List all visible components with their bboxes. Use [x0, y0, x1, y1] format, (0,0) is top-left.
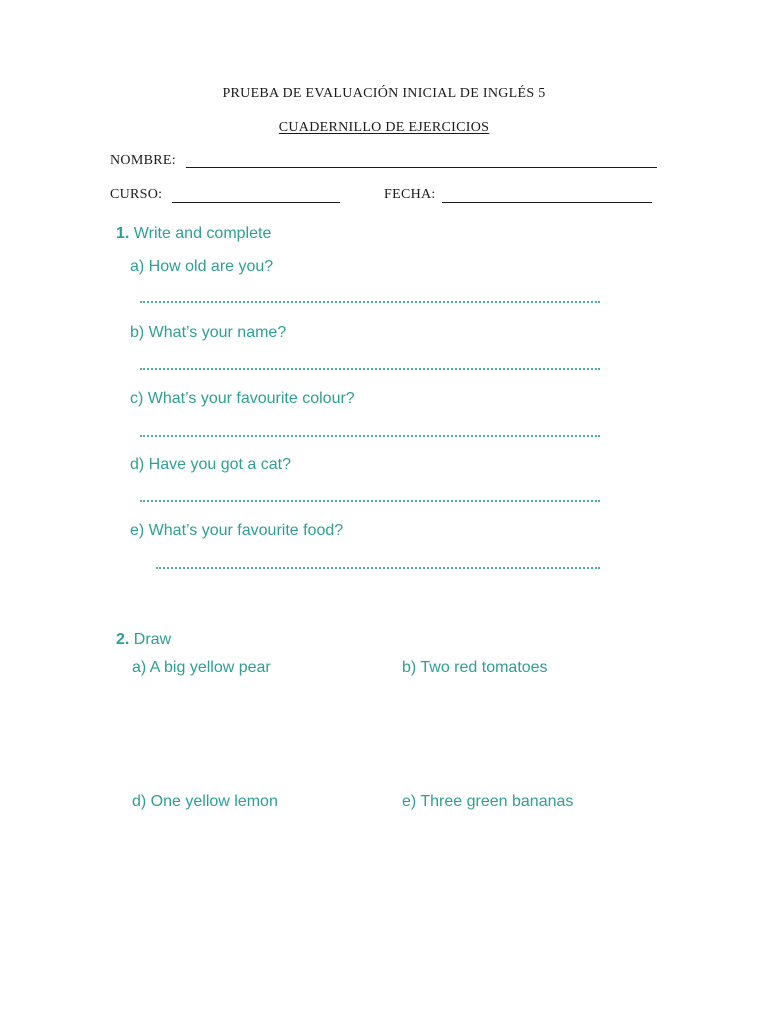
- exercise1-title: Write and complete: [133, 225, 272, 242]
- course-input-line[interactable]: [172, 202, 340, 203]
- question-b: b) What’s your name?: [130, 324, 287, 341]
- page-title: [0, 86, 768, 102]
- exercise2-number: 2.: [116, 631, 130, 648]
- page-title-text: PRUEBA DE EVALUACIÓN INICIAL DE INGLÉS 5: [222, 86, 546, 101]
- page-subtitle: [0, 120, 768, 136]
- draw-item-e: e) Three green bananas: [402, 793, 574, 810]
- exercise1-heading: [116, 225, 271, 243]
- exercise2-heading: [116, 631, 171, 649]
- draw-item-d: d) One yellow lemon: [132, 793, 278, 810]
- answer-line-b[interactable]: [140, 368, 600, 370]
- question-d: d) Have you got a cat?: [130, 456, 291, 473]
- exercise2-title: Draw: [133, 631, 172, 648]
- answer-line-c[interactable]: [140, 435, 600, 437]
- answer-line-d[interactable]: [140, 500, 600, 502]
- draw-item-b: b) Two red tomatoes: [402, 659, 548, 676]
- course-field: [110, 187, 162, 203]
- draw-item-a: a) A big yellow pear: [132, 659, 271, 676]
- name-input-line[interactable]: [186, 167, 657, 168]
- page-subtitle-text: CUADERNILLO DE EJERCICIOS: [278, 120, 490, 135]
- name-field: [110, 153, 176, 169]
- date-label: FECHA:: [384, 187, 436, 202]
- answer-line-a[interactable]: [140, 301, 600, 303]
- date-field: [384, 187, 436, 203]
- answer-line-e[interactable]: [156, 567, 600, 569]
- course-label: CURSO:: [110, 187, 163, 202]
- date-input-line[interactable]: [442, 202, 652, 203]
- question-c: c) What’s your favourite colour?: [130, 390, 355, 407]
- name-label: NOMBRE:: [110, 153, 176, 168]
- question-a: a) How old are you?: [130, 258, 274, 275]
- exercise1-number: 1.: [116, 225, 130, 242]
- question-e: e) What’s your favourite food?: [130, 522, 344, 539]
